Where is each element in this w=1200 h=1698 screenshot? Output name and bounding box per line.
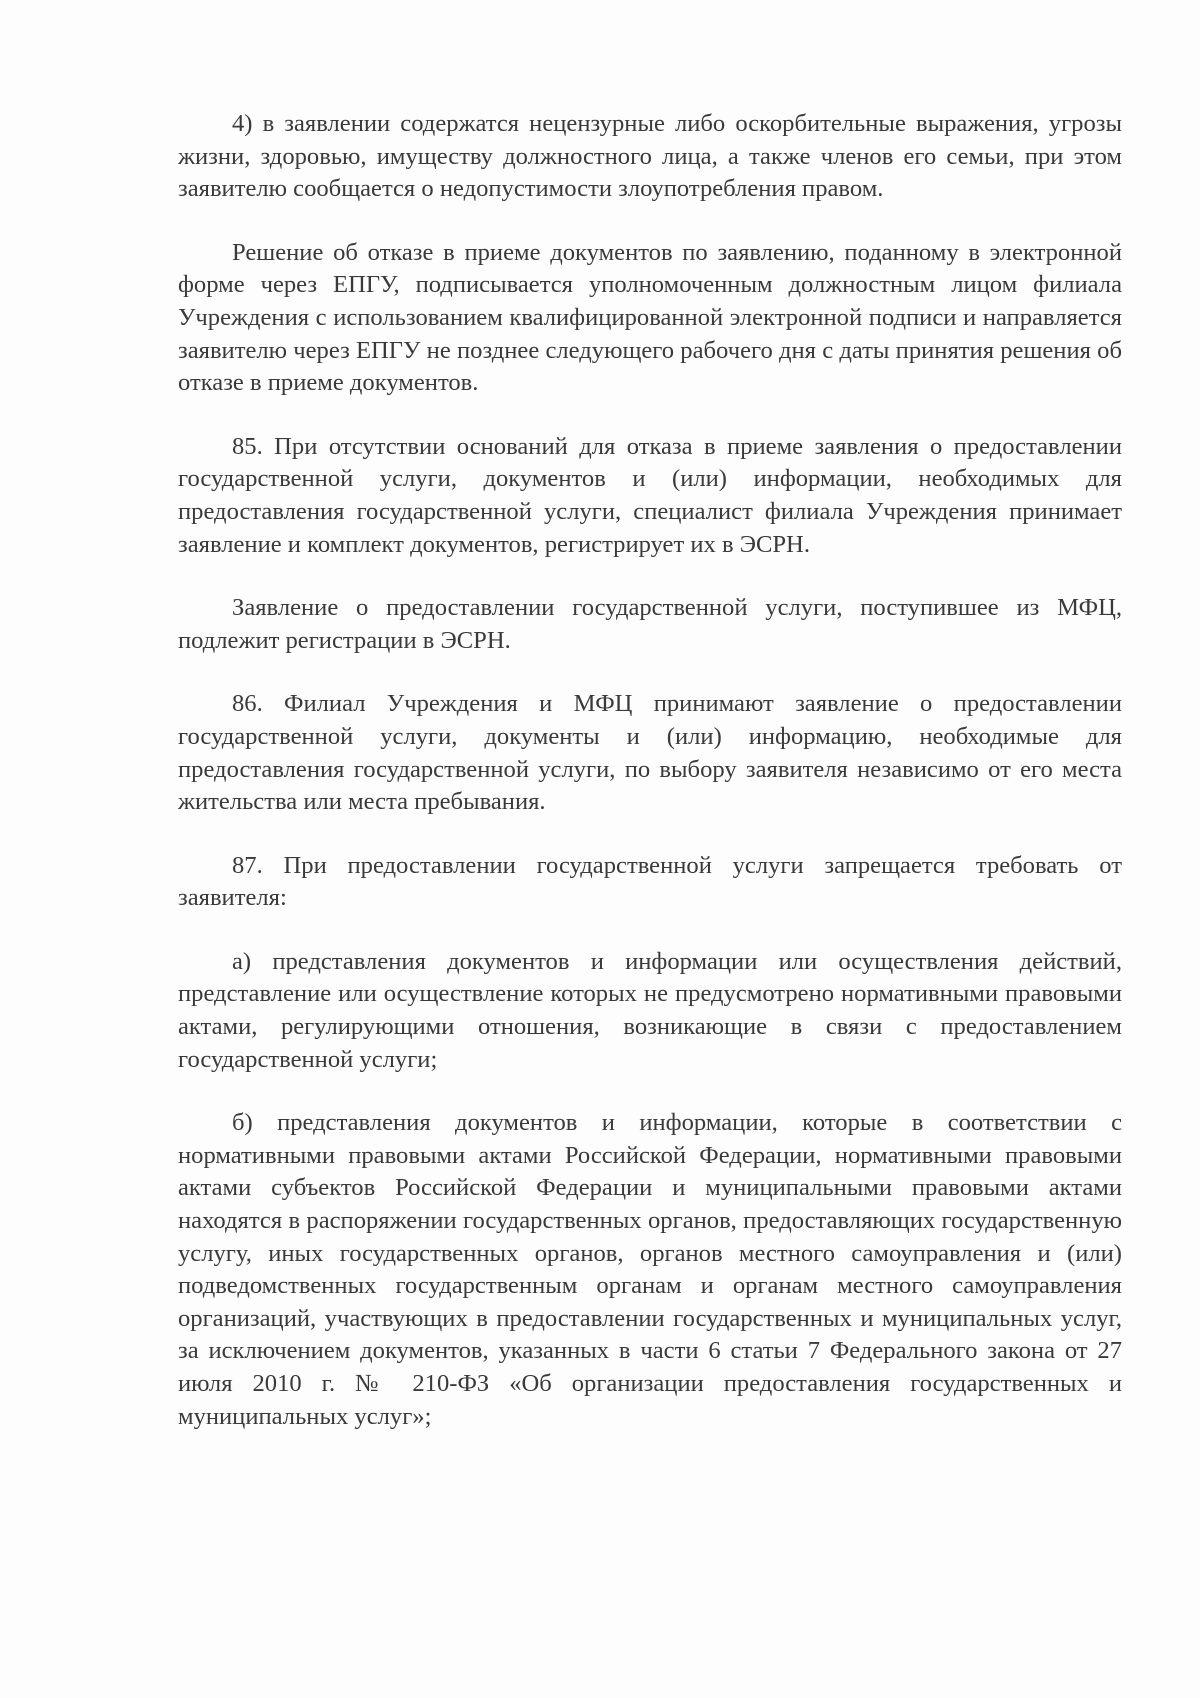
paragraph-87-a: а) представления документов и информации или осуществления действий, представление или осуществление которых не предусмотрено нормативными правовыми актами, регулирующими отношения, возникающие в связи с предоставлением государственной услуги; (178, 947, 1122, 1073)
paragraph-refusal-decision: Решение об отказе в приеме документов по заявлению, поданному в электронной форме через ЕПГУ, подписывается уполномоченным должностным лицом филиала Учреждения с использованием квалифицированной электронной подписи и направляется заявителю через ЕПГУ не позднее следующего рабочего дня с даты принятия решения об отказе в приеме документов. (178, 238, 1122, 397)
paragraph-item-4: 4) в заявлении содержатся нецензурные либо оскорбительные выражения, угрозы жизни, здоровью, имуществу должностного лица, а также членов его семьи, при этом заявителю сообщается о недопустимости злоупотребления правом. (178, 110, 1122, 203)
document-body (178, 108, 1122, 1464)
paragraph-87-b: б) представления документов и информации, которые в соответствии с нормативными правовыми актами Российской Федерации, нормативными правовыми актами субъектов Российской Федерации и муниципальными правовыми актами находятся в распоряжении государственных органов, предоставляющих государственную услугу, иных государственных органов, органов местного самоуправления и (или) подведомственных государственным органам и органам местного самоуправления организаций, участвующих в предоставлении государственных и муниципальных услуг, за исключением документов, указанных в части 6 статьи 7 Федерального закона от 27 июля 2010 г. № 210-ФЗ «Об организации предоставления государственных и муниципальных услуг»; (178, 1109, 1122, 1430)
paragraph-mfc-registration: Заявление о предоставлении государственной услуги, поступившее из МФЦ, подлежит регистрации в ЭСРН. (178, 594, 1122, 654)
paragraph-87: 87. При предоставлении государственной услуги запрещается требовать от заявителя: (178, 851, 1122, 912)
paragraph-86: 86. Филиал Учреждения и МФЦ принимают заявление о предоставлении государственной услуги, документы и (или) информацию, необходимые для предоставления государственной услуги, по выбору заявителя независимо от его места жительства или места пребывания. (178, 690, 1122, 816)
paragraph-85: 85. При отсутствии оснований для отказа в приеме заявления о предоставлении государственной услуги, документов и (или) информации, необходимых для предоставления государственной услуги, специалист филиала Учреждения принимает заявление и комплект документов, регистрирует их в ЭСРН. (178, 432, 1122, 558)
